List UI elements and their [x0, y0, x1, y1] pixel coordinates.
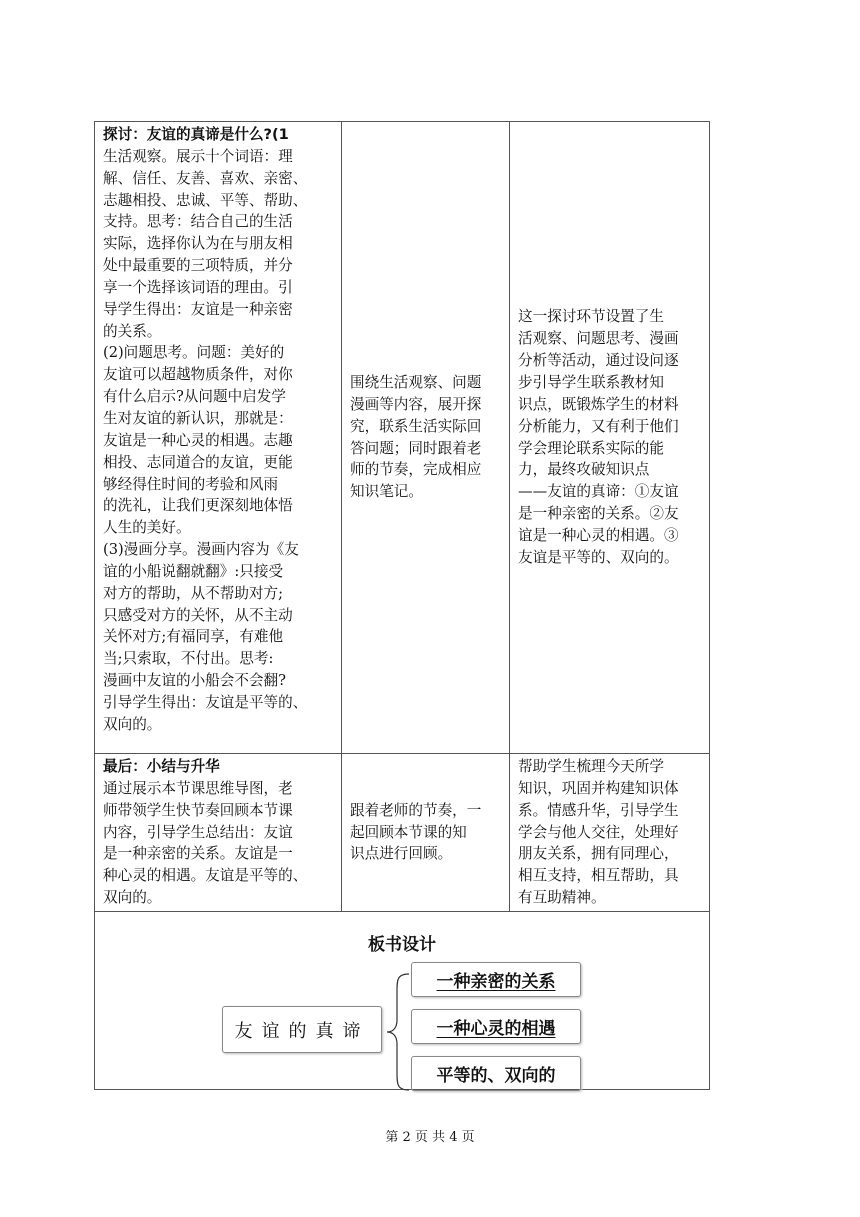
student-activity-cell: [342, 754, 510, 911]
board-item-text: 一种亲密的关系: [436, 972, 556, 992]
lesson-plan-table: [94, 121, 710, 1090]
teacher-activity-cell: [95, 122, 342, 753]
design-intent-cell: [510, 122, 709, 753]
design-intent-text: 帮助学生梳理今天所学 知识，巩固并构建知识体 系。情感升华，引导学生 学会与他人交往，处理好 朋友关系，拥有同理心， 相互支持，相互帮助，具 有互助精神。: [518, 758, 679, 907]
board-title: 板书设计: [368, 935, 436, 955]
blackboard-design-row: [95, 912, 709, 1089]
board-item: [411, 1009, 581, 1044]
board-item-text: 一种心灵的相遇: [436, 1019, 556, 1039]
curly-brace-icon: [385, 972, 411, 1092]
teacher-activity-text: 通过展示本节课思维导图，老 师带领学生快节奏回顾本节课 内容，引导学生总结出：友谊 是一种亲密的关系。友谊是一 种心灵的相遇。友谊是平等的、 双向的。: [103, 779, 308, 907]
board-item: [411, 1056, 581, 1091]
board-item-text: 平等的、双向的: [436, 1066, 556, 1086]
design-intent-text: 这一探讨环节设置了生 活观察、问题思考、漫画 分析等活动，通过设问逐 步引导学生联系教材知 识点，既锻炼学生的材料 分析能力，又有利于他们 学会理论联系实际的能 力，最终攻破知识点 ——友谊的真谛：①友谊 是一种亲密的关系。②友 谊是一种心灵的相遇。③ 友谊是平等的、双向的。: [518, 308, 679, 566]
section-heading: 最后：小结与升华: [103, 758, 220, 775]
student-activity-text: 围绕生活观察、问题 漫画等内容，展开探 究，联系生活实际回 答问题；同时跟着老 师的节奏，完成相应 知识笔记。: [350, 373, 482, 501]
student-activity-text: 跟着老师的节奏，一 起回顾本节课的知 识点进行回顾。: [350, 801, 482, 863]
section-heading: 探讨：友谊的真谛是什么?(1: [103, 126, 289, 143]
teacher-activity-text: 生活观察。展示十个词语：理 解、信任、友善、喜欢、亲密、 志趣相投、忠诚、平等、帮助、 支持。思考：结合自己的生活 实际，选择你认为在与朋友相 处中最重要的三项特质，并分 享一个选择该词语的理由。引 导学生得出：友谊是一种亲密 的关系。 (2)问题思考。问题：美好的 友谊可以超越物质条件，对你 有什么启示?从问题中启发学 生对友谊的新认识，那就是： 友谊是一种心灵的相遇。志趣 相投、志同道合的友谊，更能 够经得住时间的考验和风雨 的洗礼，让我们更深刻地体悟 人生的美好。 (3)漫画分享。漫画内容为《友 谊的小船说翻就翻》:只接受 对方的帮助，从不帮助对方; 只感受对方的关怀，从不主动 关怀对方;有福同享，有难他 当;只索取，不付出。思考: 漫画中友谊的小船会不会翻? 引导学生得出：友谊是平等的、 双向的。: [103, 147, 308, 733]
design-intent-cell: [510, 754, 709, 911]
board-item: [411, 962, 581, 997]
student-activity-cell: [342, 122, 510, 753]
table-row: [95, 122, 709, 754]
board-main-topic: 友谊的真谛: [222, 1006, 382, 1053]
page-number: 第 2 页 共 4 页: [385, 1130, 475, 1145]
teacher-activity-cell: [95, 754, 342, 911]
table-row: [95, 754, 709, 912]
